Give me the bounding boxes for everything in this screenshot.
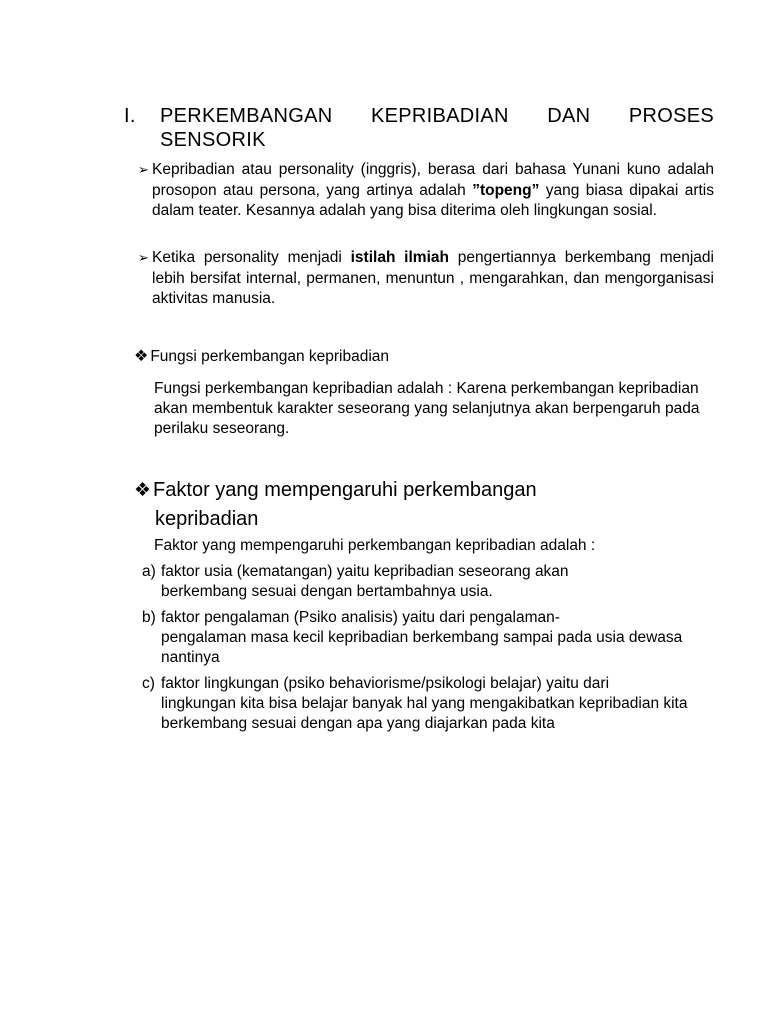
list-marker: c) <box>142 675 155 692</box>
list-item-c <box>142 674 712 744</box>
arrow-bullet-icon: ➢ <box>138 250 149 265</box>
diamond-bullet-icon: ❖ <box>134 480 152 501</box>
list-item-text <box>161 562 712 602</box>
bullet-text-part: Ketika personality menjadi <box>152 249 351 266</box>
list-item <box>142 562 712 602</box>
bullet-istilah-ilmiah <box>138 248 714 310</box>
subheading-text-line-1: Faktor yang mempengaruhi perkembangan <box>153 479 537 501</box>
list-item-text <box>161 674 712 734</box>
list-item <box>142 608 712 668</box>
list-item-a <box>142 562 712 612</box>
heading-number: I. <box>124 105 136 127</box>
heading-line-2: SENSORIK <box>160 129 266 151</box>
paragraph-faktor-intro: Faktor yang mempengaruhi perkembangan kepribadian adalah : <box>154 537 596 554</box>
list-item <box>142 674 712 734</box>
diamond-bullet-icon: ❖ <box>134 348 149 365</box>
subheading-faktor <box>134 476 694 533</box>
bullet-bold-term: ”topeng” <box>472 181 540 199</box>
paragraph-fungsi: Fungsi perkembangan kepribadian adalah : Karena perkembangan kepribadian akan membentuk karakter seseorang yang selanjutnya akan berpengaruh pada perilaku seseorang. <box>154 380 700 437</box>
arrow-bullet-icon: ➢ <box>138 162 149 177</box>
list-item-first-line: faktor usia (kematangan) yaitu kepribadian seseorang akan <box>161 563 569 580</box>
heading-line-1: PERKEMBANGAN KEPRIBADIAN DAN PROSES <box>160 105 714 127</box>
list-marker: b) <box>142 609 156 626</box>
bullet-text-part: yang biasa dipakai artis dalam teater. Kesannya adalah yang bisa diterima oleh lingkungan sosial. <box>152 181 714 219</box>
bullet-text <box>152 160 714 222</box>
bullet-text-part: Kepribadian atau personality (inggris), berasa dari bahasa Yunani kuno adalah prosopon atau persona, yang artinya adalah <box>152 161 714 199</box>
list-item-rest: lingkungan kita bisa belajar banyak hal yang mengakibatkan kepribadian kita berkembang sesuai dengan apa yang diajarkan pada kita <box>161 695 688 732</box>
bullet-bold-term: istilah ilmiah <box>350 249 449 266</box>
list-item-b <box>142 608 712 678</box>
bullet-kepribadian <box>138 160 714 222</box>
list-item-rest: berkembang sesuai dengan bertambahnya usia. <box>161 583 493 600</box>
list-item-first-line: faktor pengalaman (Psiko analisis) yaitu dari pengalaman- <box>161 609 560 626</box>
subheading-fungsi <box>134 347 389 367</box>
bullet-text-part: pengertiannya berkembang menjadi lebih bersifat internal, permanen, menuntun , mengarahkan, dan mengorganisasi aktivitas manusia. <box>152 249 714 307</box>
list-item-first-line: faktor lingkungan (psiko behaviorisme/psikologi belajar) yaitu dari <box>161 675 610 692</box>
list-marker: a) <box>142 563 156 580</box>
subheading-text-line-2: kepribadian <box>155 508 259 530</box>
list-item-text <box>161 608 712 668</box>
bullet-text <box>152 248 714 310</box>
subheading-text: Fungsi perkembangan kepribadian <box>150 348 390 365</box>
list-item-rest: pengalaman masa kecil kepribadian berkembang sampai pada usia dewasa nantinya <box>161 629 683 666</box>
